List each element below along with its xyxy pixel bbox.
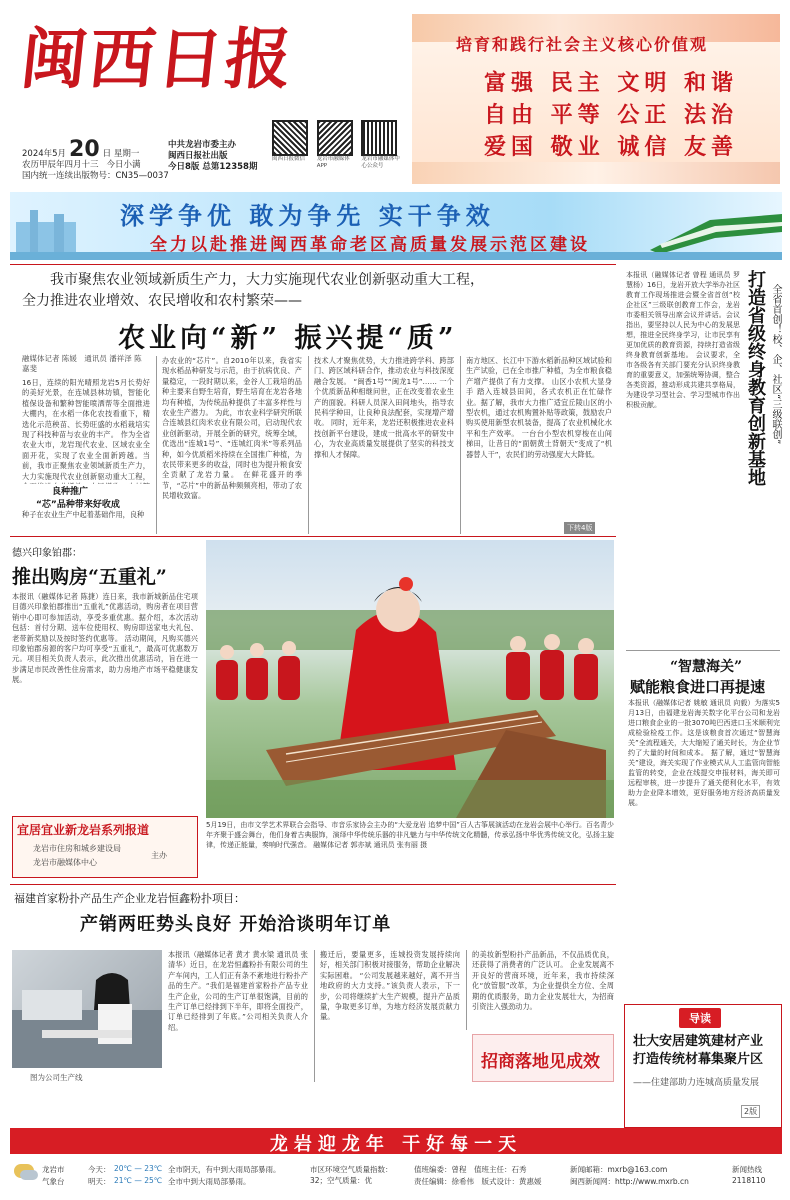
lead-deck-line-1: 我市聚焦农业领域新质生产力，大力实施现代农业创新驱动重大工程，: [50, 272, 484, 288]
photo-caption: 5月19日，由市文学艺术界联合会指导、市音乐家协会主办的“大爱龙岩 追梦中国”百人古筝展演活动在龙岩会展中心举行。百名青少年齐聚于盛会舞台，他们身着古典服饰，演绎中华传统乐器的非凡魅力与中华传统文化精髓，传承弘扬中华优秀传统文化，弘扬主旋律，传递正能量，奏响时代强音。 融媒体记者 郭亦斌 通讯员 张有丽 摄: [206, 821, 614, 849]
lead-subhead-1: 良种推广: [52, 487, 89, 497]
lead-column-1: 16日，连续的阳光晴照龙岩5月长势好的美好光景，在连城县林坊镇，智能化植保设备和繁种智能喷洒帮等全面推进大棚内，在水稻一体化农技看重下，精选化示范秧苗、长势旺盛的水稻栽培实现了科技种苗与农业的丰产。 作为全省农业大市，龙岩现代农业、区域农业全面开花，实现了农业全面新跨越。当前，我市正聚焦农业领域新质生产力，大力实施现代农业创新驱动重大工程，: [22, 378, 150, 481]
photo-illustration: [206, 540, 614, 818]
newspaper-title: 闽西日报: [17, 20, 298, 98]
lead-column-1-end: 种子在农业生产中起着基础作用，良种: [22, 510, 145, 519]
theme-banner: [10, 192, 782, 260]
right-story-subhead: 全省首创！校、企、社区“三级联创”: [770, 284, 781, 445]
right-story-headline: 打造省级终身教育创新基地: [745, 270, 766, 486]
guide-box: [624, 1004, 782, 1128]
core-values-row-2: 自由 平等 公正 法治: [484, 102, 738, 128]
shopping-body: 本报讯（融媒体记者 陈捷）连日来，我市新城新品住宅项目德兴印象铂郡推出“五重礼”优惠活动，购房者在项目营销中心即可参加活动，享受多重优惠。据介绍，本次活动包括：首付分期、送车位使用权、购房即送家电大礼包、老带新奖励以及按时签约优惠等。 活动期间，凡购买德兴印象铂郡房源的客户均可享受“五重礼”，最高可优惠数万元。项目相关负责人表示，此次推出优惠活动，旨在进一步满足市民改善性住房需求，助力房地产市场平稳健康发展。: [12, 592, 198, 685]
qr-icon: [272, 120, 308, 156]
guide-title: 壮大安居建筑建材产业 打造传统材幕集聚片区: [633, 1034, 764, 1067]
weather-icon-cloud: [20, 1170, 38, 1180]
hotline-label: 新闻热线: [732, 1165, 762, 1174]
qr-label: 龙岩市融媒体APP: [316, 156, 350, 169]
date-week: 日 星期一: [102, 149, 140, 159]
divider: [10, 884, 616, 885]
news-email[interactable]: 新闻邮箱：mxrb@163.com: [570, 1165, 668, 1174]
publisher-block: [168, 140, 278, 173]
shopping-headline: 推出购房“五重礼”: [12, 566, 167, 588]
guide-subtitle: ——住建部助力连城高质量发展: [633, 1078, 760, 1088]
slogan-bar: [10, 1128, 782, 1154]
hengxin-column-2: 搬迁后，要量更多，连城投资发展持续向好，相关部门积极对接服务，帮助企业解决实际困难。 “公司发展越来越好，离不开当地政府的大力支持。”该负责人表示，下一步，公司将继续扩大生产规模，提升产品质量，争取更多订单，为地方经济发展贡献力量。: [320, 950, 460, 1022]
continue-note: 下转4版: [564, 522, 595, 534]
guide-page: 2版: [741, 1105, 760, 1118]
banner-subtitle: 全力以赴推进闽西革命老区高质量发展示范区建设: [150, 235, 590, 255]
weather-label: 气象台: [42, 1177, 65, 1186]
qr-label: 闽西日报微信: [272, 156, 306, 162]
slogan-text: 龙岩迎龙年 干好每一天: [269, 1134, 523, 1155]
investment-box: [472, 1034, 614, 1082]
weather-city: 龙岩市: [42, 1165, 65, 1174]
core-values-row-3: 爱国 敬业 诚信 友善: [484, 134, 738, 160]
divider: [626, 650, 780, 651]
air-quality: 市区环境空气质量指数：32；空气质量：优: [310, 1165, 393, 1185]
lead-column-3: 技术人才聚焦优势，大力推进跨学科、跨部门、跨区域科研合作，推动农业与科技深度融合发展。 “闽香1号”“闽龙1号”…… 一个个优质新品种相继问世，正在改变着农业生产的面貌。科研人员深入田间地头，指导农民科学种田，让良种良法配套，实现增产增收。 同时，近年来，龙岩还积极推进农业科技创新平台建设，建成一批高水平的研发中心，为农业高质量发展提供了坚实的科技支撑和人才保障。: [314, 356, 454, 459]
divider: [10, 264, 616, 265]
guzheng-photo: [206, 540, 614, 818]
weather-today-temp: 20℃ — 23℃: [114, 1164, 163, 1173]
series-org-2: 龙岩市融媒体中心: [33, 858, 97, 867]
qr-group: [272, 120, 404, 182]
haiguan-title-2: 赋能粮食进口再提速: [630, 678, 766, 696]
qr-code-account[interactable]: [361, 120, 404, 182]
panel-bottom-decoration: [412, 162, 780, 184]
masthead: [0, 0, 790, 190]
qr-code-app[interactable]: [317, 120, 356, 182]
qr-code-wechat[interactable]: [272, 120, 311, 182]
weather-today-label: 今天：: [88, 1165, 111, 1174]
column-rule: [460, 356, 461, 534]
lead-byline: 融媒体记者 陈媛 通讯员 潘祥泽 陈嘉斐: [22, 354, 142, 373]
lead-headline: 农业向“新” 振兴提“质”: [118, 323, 458, 354]
hengxin-headline: 产销两旺势头良好 开始洽谈明年订单: [80, 914, 392, 935]
weather-today-desc: 全市阴天，有中到大雨局部暴雨。: [168, 1165, 281, 1174]
series-host: 主办: [151, 851, 167, 860]
weather-tomorrow-desc: 全市中到大雨局部暴雨。: [168, 1177, 251, 1186]
column-rule: [308, 356, 309, 534]
core-values-panel: [412, 14, 780, 184]
guide-label: 导读: [679, 1008, 721, 1028]
responsible-info: 责任编辑：徐希伟 版式设计：黄惠媛: [414, 1177, 542, 1186]
column-rule: [466, 950, 467, 1030]
series-title: 宜居宜业新龙岩系列报道: [17, 823, 150, 837]
banner-slogan: 深学争优 敢为争先 实干争效: [120, 201, 495, 230]
sponsor: 中共龙岩市委主办: [168, 140, 237, 150]
date-day: 20: [69, 137, 100, 162]
lead-column-2: 办农业的“芯片”。自2010年以来，我省实现水稻品种研发与示范，由于抗病优良、产量稳定，一段时期以来，金谷人工栽培的品种主要来自野生培育，野生培育在龙岩各地均有种植，为传统品种提供了丰富多样性与农业生产潜力。 为此，市农业科学研究所联合连城县红肉米农业有限公司，启动现代农业创新驱动，开展全新的研究，统筹全域，优选出“连城1号”、“连城红肉米”等系列品种，如今优质稻米持续在全国推广种植，为农民带来更多的收益，同时也为提升粮食安全贡献了龙岩力量。 在鲜花盛开的季节，“芯片”中的新品种频频亮相，带动了农民增收致富。: [162, 356, 302, 501]
weather-tomorrow-label: 明天：: [88, 1177, 111, 1186]
qr-label: 龙岩市融媒体中心公众号: [361, 156, 400, 169]
footer: [10, 1158, 782, 1198]
factory-photo-caption: 图为公司生产线: [30, 1073, 83, 1082]
hengxin-kicker: 福建首家粉扑产品生产企业龙岩恒鑫粉扑项目：: [14, 892, 245, 905]
weather-today: 今日小满: [106, 160, 141, 170]
divider: [10, 536, 616, 537]
hengxin-column-1: 本报讯（融媒体记者 黄才 黄水梁 通讯员 张清华）近日，在龙岩恒鑫粉扑有限公司的生产车间内，工人们正有条不紊地进行粉扑产品的生产。“我们是福建首家粉扑产品专业生产企业，公司的生产订单很饱满，目前的生产订单已经排到下半年，即将全面投产，订单已经排到了年底。”公司相关负责人介绍。: [168, 950, 308, 1032]
series-org-1: 龙岩市住房和城乡建设局: [33, 844, 121, 853]
shopping-kicker: 德兴印象铂郡：: [12, 548, 82, 559]
lead-column-4: 南方地区、长江中下游水稻新品种区域试验和生产试验，已在全市推广种植，为全市粮食稳产增产提供了有力支撑。 山区小农机大显身手 踏入连城县田间，各式农机正在忙碌作业。据了解，我市大力推广适宜丘陵山区的小型农机，通过农机购置补贴等政策，鼓励农户购买使用新型农机装备，提高了农业机械化水平和生产效率。 一台台小型农机穿梭在山间梯田，让昔日的“面朝黄土背朝天”变成了“机器替人干”，农民们的劳动强度大大降低。: [466, 356, 612, 459]
news-website[interactable]: 闽西新闻网：http://www.mxrb.cn: [570, 1177, 689, 1186]
core-values-row-1: 富强 民主 文明 和谐: [484, 70, 738, 96]
factory-illustration: [12, 950, 162, 1068]
lunar-date: 农历甲辰年四月十三: [22, 160, 99, 170]
hengxin-column-3: 的美妆新型粉扑产品新品，不仅品质优良，还获得了消费者的广泛认可。 企业发展离不开良好的营商环境，近年来，我市持续深化“放管服”改革，为企业提供全方位、全周期的优质服务，助力企业发展壮大，为招商引资注入强劲动力。: [472, 950, 614, 1012]
page-count: 今日8版 总第12358期: [168, 162, 258, 172]
publisher: 闽西日报社出版: [168, 151, 228, 161]
editor-info: 值班编委：曾程 值班主任：石秀: [414, 1165, 527, 1174]
right-story-body: 本报讯（融媒体记者 曾程 通讯员 罗慧杨）16日，龙岩开放大学举办社区教育工作现场推进会暨全省首创“校企社区”三级联创教育工作会，龙岩市委相关领导出席会议并讲话。会议指出，要坚持以人民为中心的发展思想，推进全民终身学习，让市民享有更加优质的教育资源，持续打造省级终身教育创新基地。 会议要求，全市各级各有关部门要充分认识终身教育的重要意义，加强统筹协调，整合各类资源，推动形成共建共享格局，为建设学习型社会、学习型城市作出积极贡献。: [626, 271, 740, 409]
series-box: [12, 816, 198, 878]
weather-tomorrow-temp: 21℃ — 25℃: [114, 1176, 163, 1185]
lead-deck-line-2: 全力推进农业增效、农民增收和农村繁荣——: [22, 293, 302, 309]
date-prefix: 2024年5月: [22, 149, 67, 159]
factory-photo: [12, 950, 162, 1068]
qr-icon: [317, 120, 353, 156]
core-values-slogan: 培育和践行社会主义核心价值观: [456, 35, 709, 54]
haiguan-title-1: “智慧海关”: [670, 659, 743, 675]
lead-subhead-2: “芯”品种带来好收成: [36, 500, 120, 510]
qr-icon: [361, 120, 397, 156]
column-rule: [314, 950, 315, 1082]
investment-box-title: 招商落地见成效: [481, 1052, 600, 1072]
column-rule: [156, 356, 157, 534]
cn-code: 国内统一连续出版物号：CN35—0037: [22, 171, 169, 181]
haiguan-body: 本报讯（融媒体记者 姚敏 通讯员 向毅）为落实5月13日，由福建龙岩海关数字化平台公司和龙岩进口粮食企业的一批3070吨巴西进口玉米顺利完成检验检疫工作。这是该粮食首次通过“智慧海关”全流程通关，大大缩短了通关时长，为企业节约了大量的时间和成本。 据了解，通过“智慧海关”建设，海关实现了作业模式从人工监管向智能监管的转变，企业在线提交申报材料，海关即可远程审核，进一步提升了通关便利化水平，有效助力企业降本增效，更好服务地方经济高质量发展。: [628, 699, 780, 807]
hotline-number: 2118110: [732, 1176, 766, 1185]
